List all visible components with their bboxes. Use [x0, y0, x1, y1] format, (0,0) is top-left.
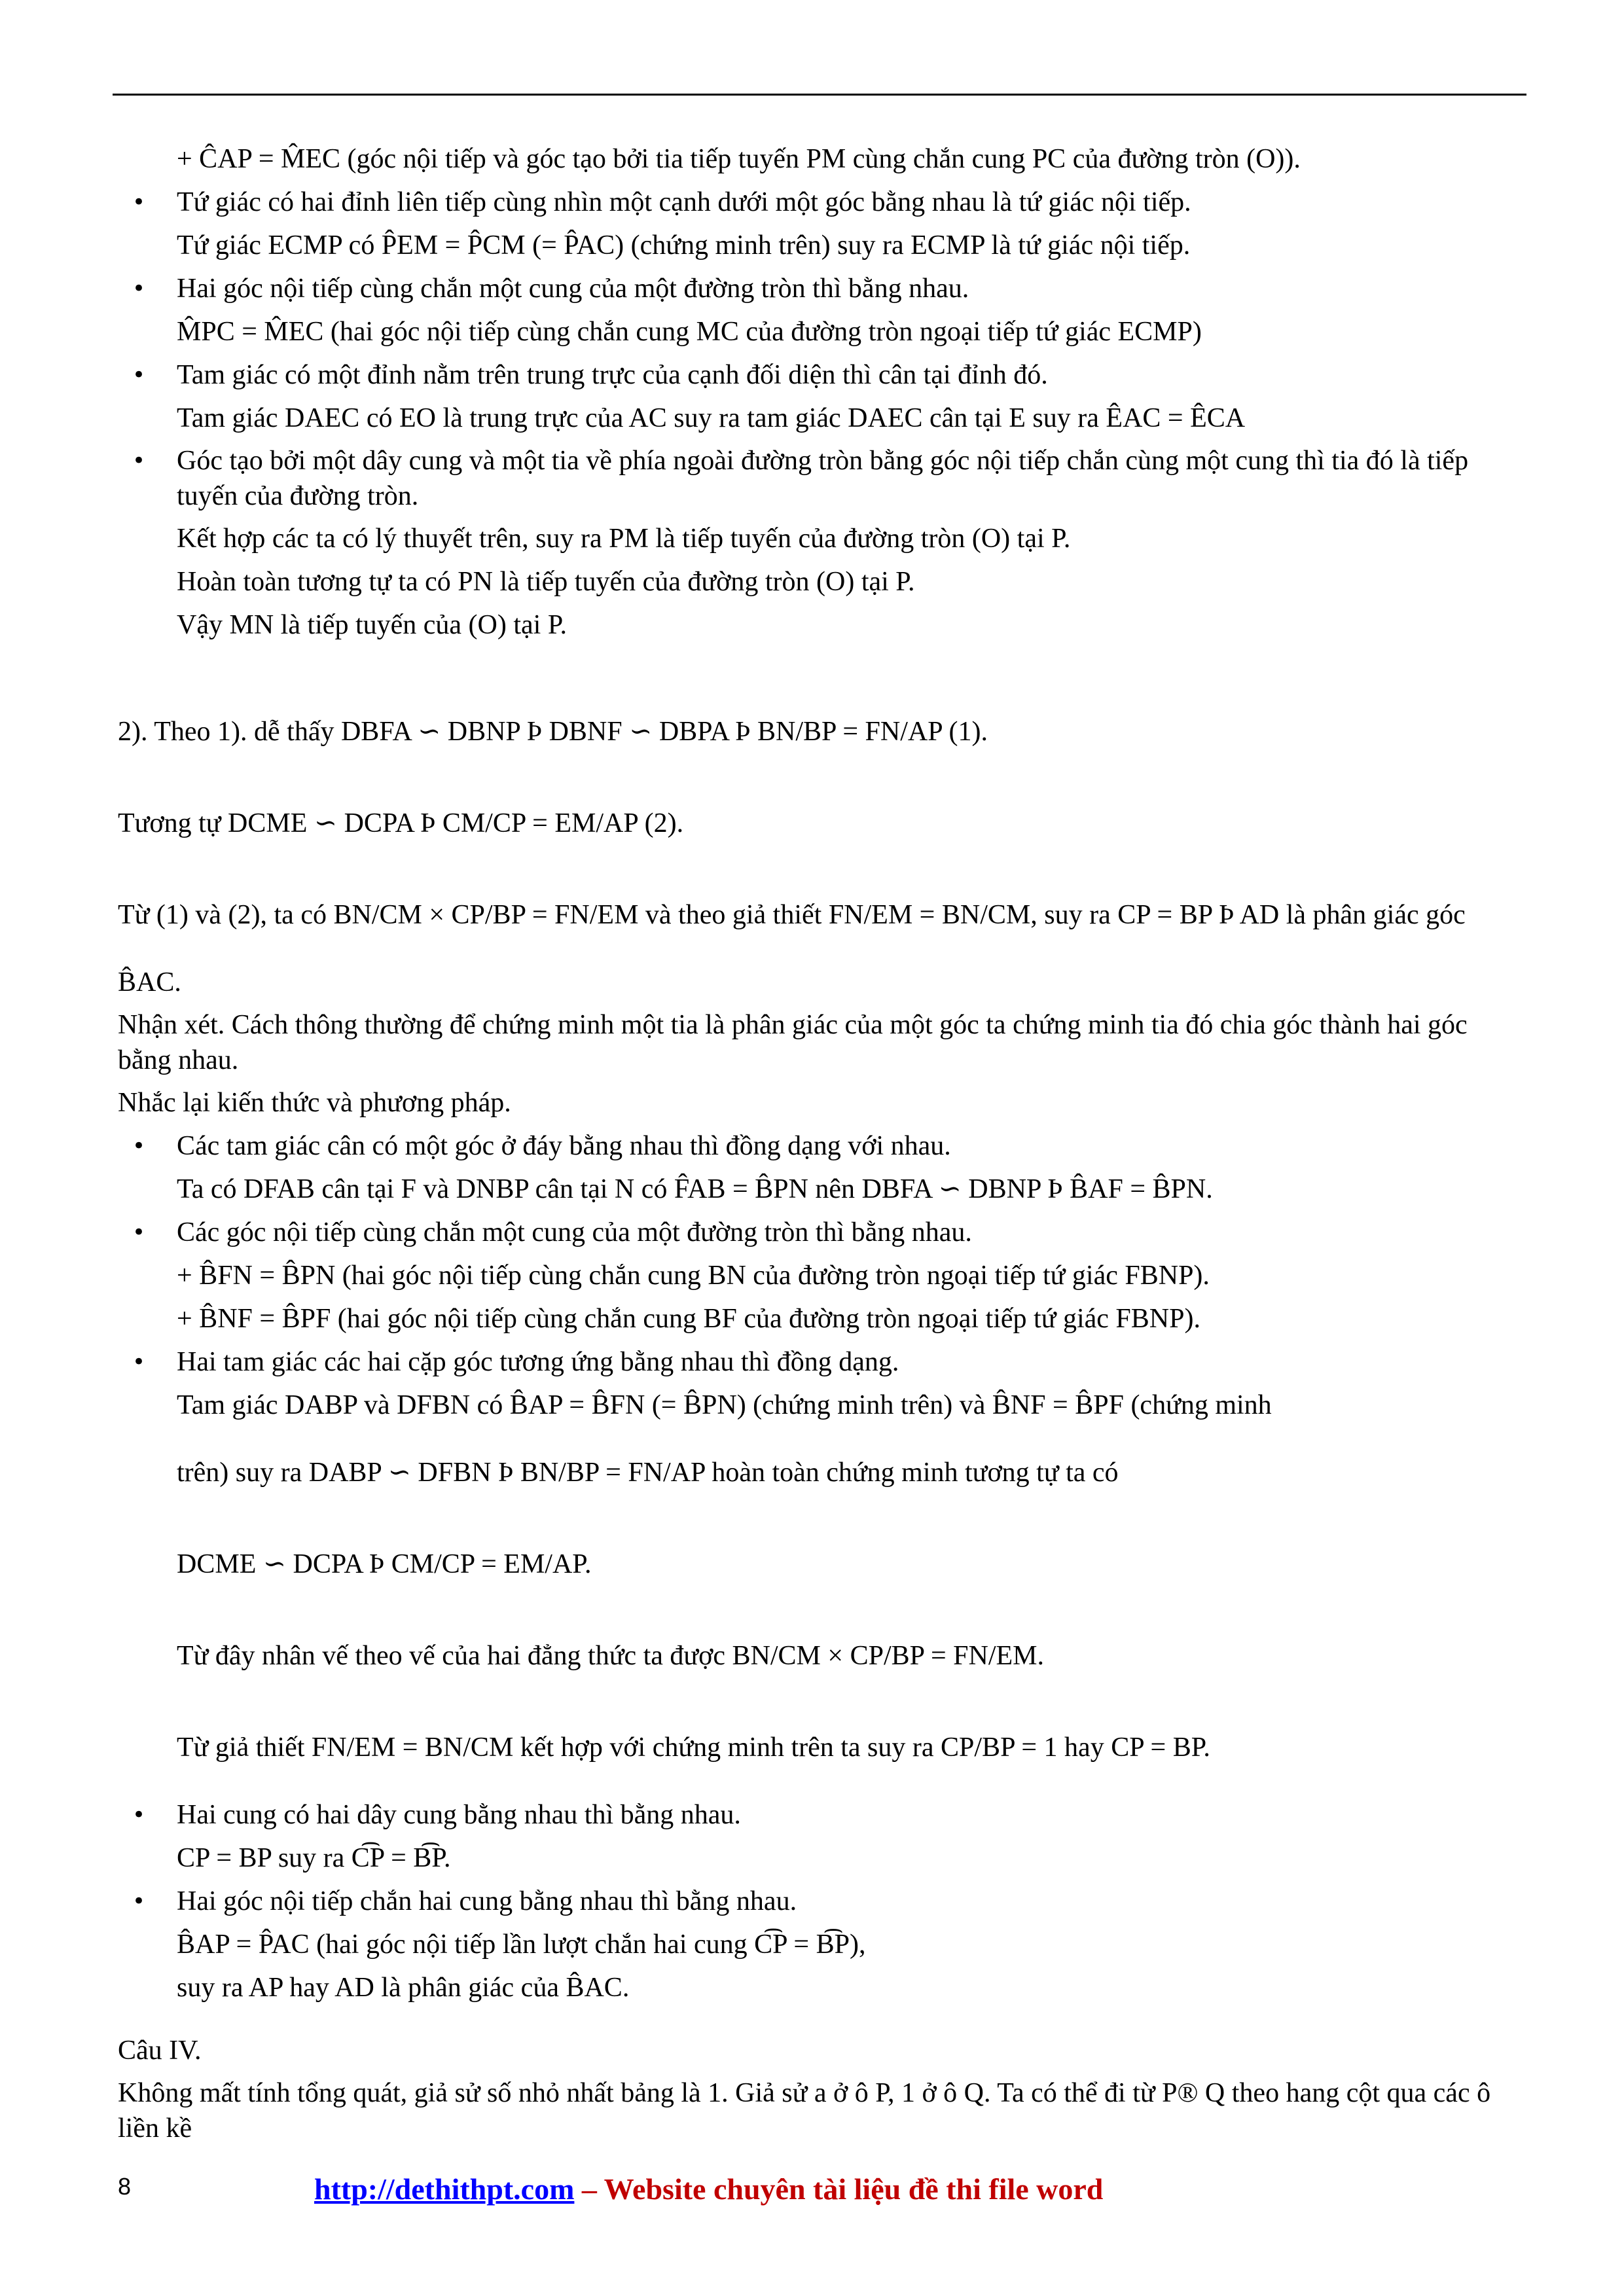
bullet-item: • Hai tam giác các hai cặp góc tương ứng bằng nhau thì đồng dạng. — [118, 1344, 1522, 1380]
section-heading: Nhắc lại kiến thức và phương pháp. — [118, 1088, 511, 1118]
equation-line: trên) suy ra DABP ∽ DFBN Þ BN/BP = FN/AP hoàn toàn chứng minh tương tự ta có — [177, 1458, 1119, 1488]
text-line: B̂AP = P̂AC (hai góc nội tiếp lần lượt chắn hai cung C͡P = B͡P), — [177, 1929, 866, 1960]
equation-line: Tương tự DCME ∽ DCPA Þ CM/CP = EM/AP (2). — [118, 808, 684, 838]
remark-paragraph: Nhận xét. Cách thông thường để chứng minh một tia là phân giác của một góc ta chứng minh tia đó chia góc thành hai góc bằng nhau. — [118, 1010, 1468, 1075]
text-line: Tam giác DAEC có EO là trung trực của AC suy ra tam giác DAEC cân tại E suy ra ÊAC = ÊCA — [177, 403, 1246, 433]
text-line: Hoàn toàn tương tự ta có PN là tiếp tuyến của đường tròn (O) tại P. — [177, 567, 915, 597]
equation-line: 2). Theo 1). dễ thấy DBFA ∽ DBNP Þ DBNF ∽ DBPA Þ BN/BP = FN/AP (1). — [118, 717, 988, 747]
header-rule — [113, 94, 1526, 96]
equation-line: Từ giả thiết FN/EM = BN/CM kết hợp với chứng minh trên ta suy ra CP/BP = 1 hay CP = BP. — [177, 1732, 1210, 1763]
text-line: B̂AC. — [118, 967, 181, 997]
bullet-item: • Hai cung có hai dây cung bằng nhau thì bằng nhau. — [118, 1797, 1522, 1833]
website-link[interactable]: http://dethithpt.com — [314, 2172, 575, 2206]
text-line: CP = BP suy ra C͡P = B͡P. — [177, 1843, 451, 1873]
bullet-item: • Tam giác có một đỉnh nằm trên trung trực của cạnh đối diện thì cân tại đỉnh đó. — [118, 357, 1522, 393]
text-line: Tứ giác ECMP có P̂EM = P̂CM (= P̂AC) (chứng minh trên) suy ra ECMP là tứ giác nội tiếp. — [177, 230, 1191, 260]
text-line: + B̂NF = B̂PF (hai góc nội tiếp cùng chắn cung BF của đường tròn ngoại tiếp tứ giác FBNP). — [177, 1304, 1200, 1334]
page-number: 8 — [118, 2173, 132, 2200]
bullet-item: • Các tam giác cân có một góc ở đáy bằng nhau thì đồng dạng với nhau. — [118, 1128, 1522, 1164]
equation-line: DCME ∽ DCPA Þ CM/CP = EM/AP. — [177, 1549, 592, 1579]
text-line: Ta có DFAB cân tại F và DNBP cân tại N có F̂AB = B̂PN nên DBFA ∽ DBNP Þ B̂AF = B̂PN. — [177, 1174, 1213, 1204]
text-paragraph: Không mất tính tổng quát, giả sử số nhỏ nhất bảng là 1. Giả sử a ở ô P, 1 ở ô Q. Ta có thể đi từ P® Q theo hang cột qua các ô liền kề — [118, 2078, 1491, 2144]
footer-tagline: – Website chuyên tài liệu đề thi file word — [574, 2172, 1104, 2206]
bullet-item: • Tứ giác có hai đỉnh liên tiếp cùng nhìn một cạnh dưới một góc bằng nhau là tứ giác nội tiếp. — [118, 184, 1522, 221]
equation-line: Từ đây nhân vế theo vế của hai đẳng thức ta được BN/CM × CP/BP = FN/EM. — [177, 1641, 1044, 1671]
text-line: + ĈAP = M̂EC (góc nội tiếp và góc tạo bởi tia tiếp tuyến PM cùng chắn cung PC của đường tròn (O)). — [177, 144, 1301, 174]
bullet-item: • Các góc nội tiếp cùng chắn một cung của một đường tròn thì bằng nhau. — [118, 1214, 1522, 1251]
text-line: suy ra AP hay AD là phân giác của B̂AC. — [177, 1973, 630, 2003]
text-line: + B̂FN = B̂PN (hai góc nội tiếp cùng chắn cung BN của đường tròn ngoại tiếp tứ giác FBNP). — [177, 1261, 1210, 1291]
text-line: M̂PC = M̂EC (hai góc nội tiếp cùng chắn cung MC của đường tròn ngoại tiếp tứ giác ECMP) — [177, 317, 1202, 347]
text-line: Tam giác DABP và DFBN có B̂AP = B̂FN (= B̂PN) (chứng minh trên) và B̂NF = B̂PF (chứng minh — [177, 1390, 1272, 1420]
equation-line: Từ (1) và (2), ta có BN/CM × CP/BP = FN/EM và theo giả thiết FN/EM = BN/CM, suy ra CP = BP Þ AD là phân giác góc — [118, 900, 1466, 930]
document-body — [118, 141, 1522, 2153]
bullet-item: • Hai góc nội tiếp cùng chắn một cung của một đường tròn thì bằng nhau. — [118, 270, 1522, 307]
bullet-item: • Hai góc nội tiếp chắn hai cung bằng nhau thì bằng nhau. — [118, 1883, 1522, 1920]
bullet-item: • Góc tạo bởi một dây cung và một tia về phía ngoài đường tròn bằng góc nội tiếp chắn cùng một cung thì tia đó là tiếp tuyến của đường tròn. — [118, 443, 1522, 514]
text-line: Vậy MN là tiếp tuyến của (O) tại P. — [177, 610, 568, 640]
footer-banner — [314, 2172, 1103, 2206]
section-heading: Câu IV. — [118, 2036, 202, 2066]
text-line: Kết hợp các ta có lý thuyết trên, suy ra PM là tiếp tuyến của đường tròn (O) tại P. — [177, 524, 1071, 554]
